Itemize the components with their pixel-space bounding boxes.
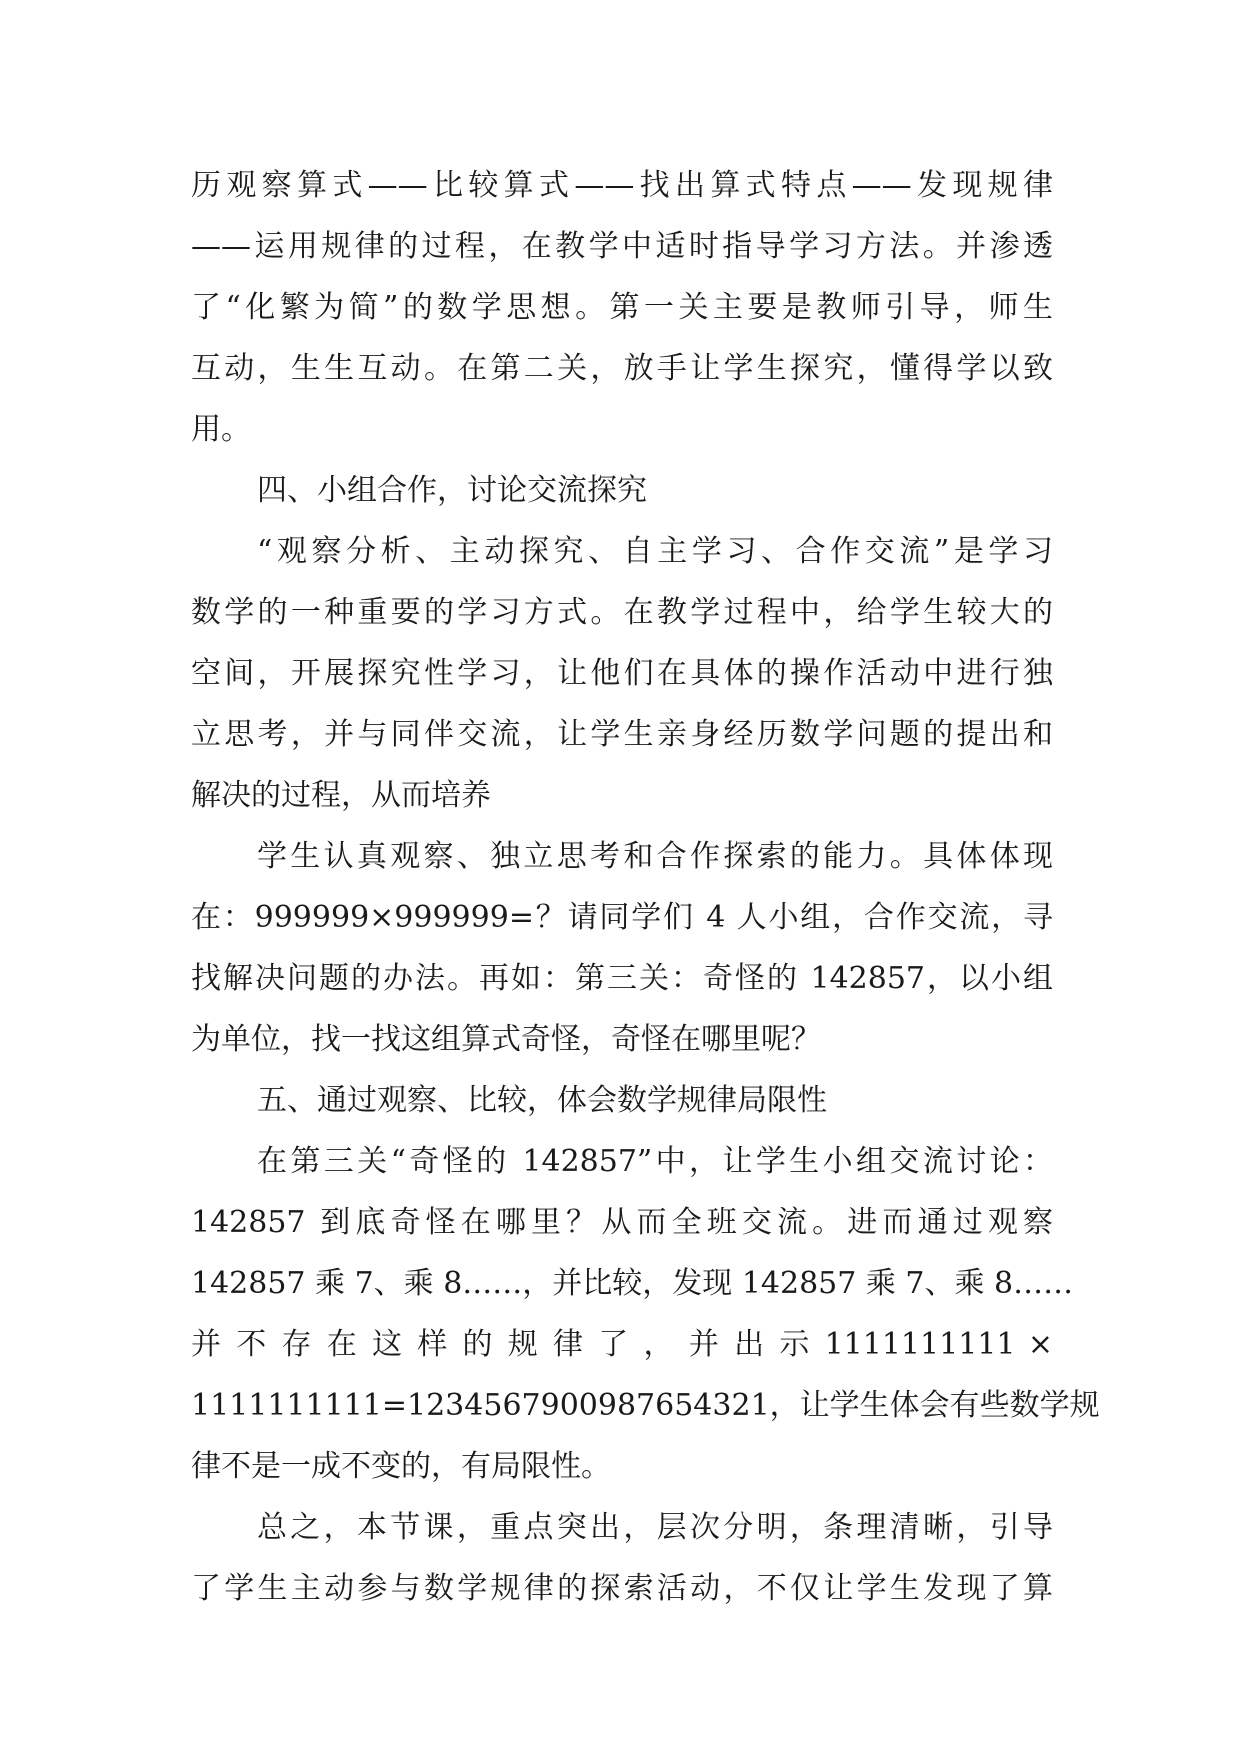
text-line: 数学的一种重要的学习方式。在教学过程中，给学生较大的 <box>191 595 1053 630</box>
text-line: 律不是一成不变的，有局限性。 <box>191 1449 611 1484</box>
text-line: 了学生主动参与数学规律的探索活动，不仅让学生发现了算 <box>191 1571 1053 1606</box>
text-line: 142857 乘 7、乘 8……，并比较，发现 142857 乘 7、乘 8…… <box>191 1266 1074 1301</box>
text-line: 解决的过程，从而培养 <box>191 778 491 813</box>
text-line: 总之，本节课，重点突出，层次分明，条理清晰，引导 <box>257 1510 1053 1545</box>
section-heading: 五、通过观察、比较，体会数学规律局限性 <box>257 1083 827 1118</box>
text-line: 了“化繁为简”的数学思想。第一关主要是教师引导，师生 <box>191 290 1053 325</box>
text-line: 并 不 存 在 这 样 的 规 律 了 ， 并 出 示 1111111111 × <box>191 1327 1053 1362</box>
text-line: 互动，生生互动。在第二关，放手让学生探究，懂得学以致 <box>191 351 1053 386</box>
text-line: 为单位，找一找这组算式奇怪，奇怪在哪里呢？ <box>191 1022 821 1057</box>
text-line: “观察分析、主动探究、自主学习、合作交流”是学习 <box>257 534 1053 569</box>
text-line: 学生认真观察、独立思考和合作探索的能力。具体体现 <box>257 839 1053 874</box>
text-line: 用。 <box>191 412 251 447</box>
text-line: 142857 到底奇怪在哪里？从而全班交流。进而通过观察 <box>191 1205 1053 1240</box>
document-body <box>191 155 1100 1619</box>
text-line: 1111111111=1234567900987654321，让学生体会有些数学规 <box>191 1388 1100 1423</box>
text-line: 空间，开展探究性学习，让他们在具体的操作活动中进行独 <box>191 656 1053 691</box>
text-line: 历观察算式——比较算式——找出算式特点——发现规律 <box>191 168 1053 203</box>
text-line: 找解决问题的办法。再如：第三关：奇怪的 142857，以小组 <box>191 961 1053 996</box>
text-line: ——运用规律的过程，在教学中适时指导学习方法。并渗透 <box>191 229 1053 264</box>
text-line: 在：999999×999999=？请同学们 4 人小组，合作交流，寻 <box>191 900 1053 935</box>
section-heading: 四、小组合作，讨论交流探究 <box>257 473 647 508</box>
text-line: 在第三关“奇怪的 142857”中，让学生小组交流讨论： <box>257 1144 1053 1179</box>
text-line: 立思考，并与同伴交流，让学生亲身经历数学问题的提出和 <box>191 717 1053 752</box>
